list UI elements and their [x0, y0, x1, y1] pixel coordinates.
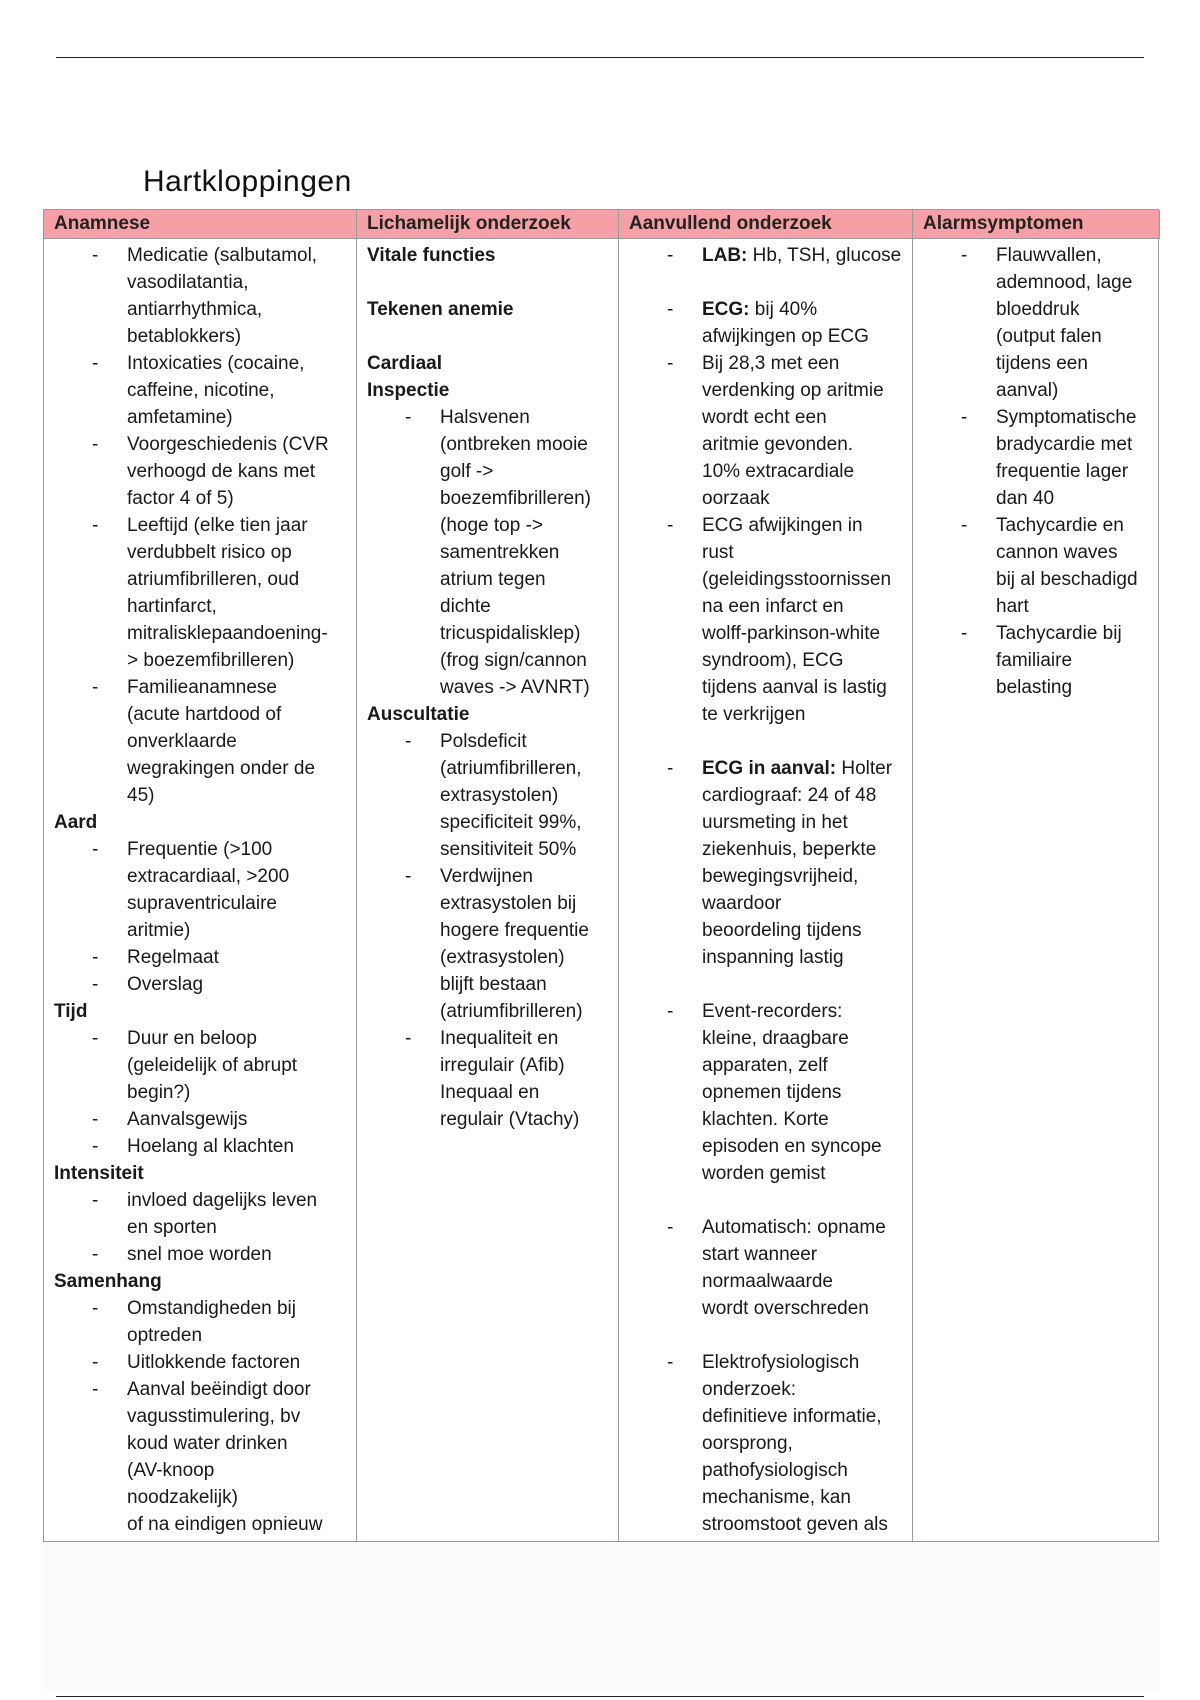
list-item-text: Familieanamnese — [127, 677, 277, 698]
list-item — [629, 350, 904, 512]
list-item-text: blijft bestaan — [440, 974, 547, 995]
dash-bullet: - — [92, 1379, 99, 1400]
list-item — [54, 944, 348, 971]
list-item-text: ademnood, lage — [996, 272, 1133, 293]
section-heading: Tijd — [54, 1001, 88, 1022]
list-item-text: (hoge top -> — [440, 515, 543, 536]
dash-bullet: - — [667, 353, 674, 374]
dash-bullet: - — [405, 1028, 412, 1049]
list-item-text: te verkrijgen — [702, 704, 806, 725]
holter-label: ECG in aanval: — [702, 758, 837, 779]
list-item — [54, 350, 348, 431]
dash-bullet: - — [667, 299, 674, 320]
list-item-text: noodzakelijk) — [127, 1487, 238, 1508]
list-item-text: Elektrofysiologisch — [702, 1352, 860, 1373]
dash-bullet: - — [92, 434, 99, 455]
section-heading: Aard — [54, 812, 98, 833]
list-group — [629, 512, 904, 728]
list-item-holter — [629, 755, 904, 971]
ecg-text: afwijkingen op ECG — [702, 326, 869, 347]
dash-bullet: - — [92, 515, 99, 536]
section-heading: Intensiteit — [54, 1163, 144, 1184]
holter-text: inspanning lastig — [702, 947, 844, 968]
list-item-text: specificiteit 99%, — [440, 812, 582, 833]
list-group — [629, 350, 904, 512]
list-item-text: Flauwvallen, — [996, 245, 1102, 266]
list-item-text: bloeddruk — [996, 299, 1080, 320]
aanvullend-onderzoek-cell — [619, 239, 913, 1541]
list-item-text: mitralisklepaandoening- — [127, 623, 328, 644]
dash-bullet: - — [92, 353, 99, 374]
list-item-text: mechanisme, kan — [702, 1487, 851, 1508]
list-item-text: onverklaarde — [127, 731, 237, 752]
list-item-text: amfetamine) — [127, 407, 233, 428]
list-item-text: (geleidelijk of abrupt — [127, 1055, 298, 1076]
list-item-text: (AV-knoop — [127, 1460, 215, 1481]
list-item-text: bij al beschadigd — [996, 569, 1138, 590]
spacer — [629, 728, 904, 755]
list-item — [54, 1376, 348, 1538]
list-item-text: worden gemist — [702, 1163, 826, 1184]
list-item — [54, 1106, 348, 1133]
dash-bullet: - — [92, 1109, 99, 1130]
dash-bullet: - — [92, 1028, 99, 1049]
spacer — [367, 269, 610, 296]
list-item-text: irregulair (Afib) — [440, 1055, 565, 1076]
list-item-text: stroomstoot geven als — [702, 1514, 888, 1535]
list-item-text: hartinfarct, — [127, 596, 217, 617]
list-item-text: tricuspidalisklep) — [440, 623, 581, 644]
list-group — [54, 1295, 348, 1538]
section-heading: Tekenen anemie — [367, 299, 514, 320]
list-item-text: Inequaal en — [440, 1082, 540, 1103]
list-item-text: verdenking op aritmie — [702, 380, 884, 401]
dash-bullet: - — [961, 407, 968, 428]
dash-bullet: - — [92, 245, 99, 266]
list-item-text: aritmie) — [127, 920, 191, 941]
list-item-text: Aanvalsgewijs — [127, 1109, 248, 1130]
dash-bullet: - — [667, 245, 674, 266]
dash-bullet: - — [667, 1352, 674, 1373]
list-item-text: (atriumfibrilleren) — [440, 1001, 583, 1022]
list-item-text: dichte — [440, 596, 491, 617]
header-rule — [56, 57, 1144, 58]
list-item-text: antiarrhythmica, — [127, 299, 263, 320]
list-group — [629, 1349, 904, 1538]
list-item-text: golf -> — [440, 461, 494, 482]
list-item-ecg — [629, 296, 904, 350]
list-item-text: tijdens een — [996, 353, 1088, 374]
section-heading: Samenhang — [54, 1271, 162, 1292]
ecg-label: ECG: — [702, 299, 750, 320]
list-item-text: vagusstimulering, bv — [127, 1406, 301, 1427]
list-item — [629, 1349, 904, 1538]
dash-bullet: - — [667, 515, 674, 536]
list-item — [923, 404, 1152, 512]
list-item — [367, 404, 610, 701]
list-item-text: > boezemfibrilleren) — [127, 650, 295, 671]
list-item-text: extrasystolen bij — [440, 893, 577, 914]
list-item-text: 45) — [127, 785, 155, 806]
document-table — [43, 209, 1159, 1542]
list-item — [923, 512, 1152, 620]
list-item-text: episoden en syncope — [702, 1136, 882, 1157]
list-item-text: (acute hartdood of — [127, 704, 282, 725]
list-group — [54, 1187, 348, 1268]
list-item-text: extrasystolen) — [440, 785, 559, 806]
list-item — [54, 512, 348, 674]
list-item — [367, 728, 610, 863]
list-group — [54, 836, 348, 998]
list-item-text: Halsvenen — [440, 407, 530, 428]
list-item-text: cannon waves — [996, 542, 1118, 563]
list-group — [629, 1214, 904, 1322]
list-item-text: verdubbelt risico op — [127, 542, 292, 563]
list-item-text: (extrasystolen) — [440, 947, 565, 968]
list-item-text: dan 40 — [996, 488, 1055, 509]
list-item — [54, 1025, 348, 1106]
list-item — [923, 242, 1152, 404]
list-item — [629, 512, 904, 728]
list-item-text: Leeftijd (elke tien jaar — [127, 515, 308, 536]
list-item-text: frequentie lager — [996, 461, 1129, 482]
page-bottom-area — [43, 1542, 1159, 1692]
ecg-text: bij 40% — [749, 299, 818, 320]
list-item-text: wordt echt een — [702, 407, 827, 428]
list-item-text: oorsprong, — [702, 1433, 793, 1454]
list-item-text: begin?) — [127, 1082, 191, 1103]
list-item-text: en sporten — [127, 1217, 217, 1238]
holter-text: cardiograaf: 24 of 48 — [702, 785, 877, 806]
holter-text: waardoor — [702, 893, 782, 914]
list-item — [54, 242, 348, 350]
list-item-text: Automatisch: opname — [702, 1217, 886, 1238]
list-item-text: Tachycardie en — [996, 515, 1124, 536]
list-item-text: klachten. Korte — [702, 1109, 829, 1130]
list-item-text: Medicatie (salbutamol, — [127, 245, 318, 266]
list-item-text: Intoxicaties (cocaine, — [127, 353, 305, 374]
dash-bullet: - — [405, 731, 412, 752]
column-header-lichamelijk-onderzoek: Lichamelijk onderzoek — [357, 210, 619, 239]
page-title: Hartkloppingen — [143, 165, 352, 198]
list-item-text: wegrakingen onder de — [127, 758, 316, 779]
list-item-text: start wanneer — [702, 1244, 818, 1265]
holter-text: ziekenhuis, beperkte — [702, 839, 877, 860]
list-item-text: syndroom), ECG — [702, 650, 844, 671]
list-item-text: definitieve informatie, — [702, 1406, 882, 1427]
list-item-text: factor 4 of 5) — [127, 488, 234, 509]
list-item-text: pathofysiologisch — [702, 1460, 848, 1481]
list-item — [54, 971, 348, 998]
dash-bullet: - — [92, 974, 99, 995]
section-heading: Inspectie — [367, 380, 450, 401]
list-item-text: Hoelang al klachten — [127, 1136, 294, 1157]
list-item-text: invloed dagelijks leven — [127, 1190, 318, 1211]
list-item-text: ECG afwijkingen in — [702, 515, 863, 536]
holter-text: beoordeling tijdens — [702, 920, 862, 941]
column-header-aanvullend-onderzoek: Aanvullend onderzoek — [619, 210, 913, 239]
list-item-text: (ontbreken mooie — [440, 434, 588, 455]
list-item-text: (atriumfibrilleren, — [440, 758, 582, 779]
list-item — [54, 836, 348, 944]
list-item-text: opnemen tijdens — [702, 1082, 842, 1103]
list-item-text: samentrekken — [440, 542, 560, 563]
list-item-text: optreden — [127, 1325, 203, 1346]
list-item — [367, 863, 610, 1025]
dash-bullet: - — [92, 1190, 99, 1211]
list-group — [54, 242, 348, 809]
list-item-text: onderzoek: — [702, 1379, 797, 1400]
list-item-text: Uitlokkende factoren — [127, 1352, 301, 1373]
list-item — [54, 1133, 348, 1160]
list-item-text: Polsdeficit — [440, 731, 527, 752]
list-group — [923, 242, 1152, 701]
column-header-alarmsymptomen: Alarmsymptomen — [913, 210, 1160, 239]
dash-bullet: - — [405, 407, 412, 428]
list-item-text: Verdwijnen — [440, 866, 533, 887]
dash-bullet: - — [92, 947, 99, 968]
anamnese-cell — [44, 239, 357, 1541]
list-item-text: normaalwaarde — [702, 1271, 833, 1292]
spacer — [367, 323, 610, 350]
list-item-text: vasodilatantia, — [127, 272, 249, 293]
dash-bullet: - — [961, 515, 968, 536]
spacer — [629, 269, 904, 296]
holter-text: bewegingsvrijheid, — [702, 866, 859, 887]
dash-bullet: - — [667, 1217, 674, 1238]
list-item — [54, 431, 348, 512]
section-heading: Vitale functies — [367, 245, 496, 266]
dash-bullet: - — [667, 1001, 674, 1022]
list-item-lab — [629, 242, 904, 269]
list-item-text: hogere frequentie — [440, 920, 589, 941]
dash-bullet: - — [961, 623, 968, 644]
lab-label: LAB: — [702, 245, 748, 266]
column-header-anamnese: Anamnese — [44, 210, 357, 239]
list-item-text: verhoogd de kans met — [127, 461, 316, 482]
list-item-text: Duur en beloop — [127, 1028, 257, 1049]
list-item-text: wordt overschreden — [702, 1298, 869, 1319]
list-item-text: (geleidingsstoornissen — [702, 569, 892, 590]
list-item — [54, 674, 348, 809]
list-item-text: aritmie gevonden. — [702, 434, 854, 455]
list-item-text: rust — [702, 542, 734, 563]
list-item-text: oorzaak — [702, 488, 770, 509]
list-item-text: supraventriculaire — [127, 893, 277, 914]
list-item-text: extracardiaal, >200 — [127, 866, 290, 887]
footer-rule — [56, 1696, 1144, 1697]
list-group — [367, 728, 610, 1133]
lab-text: Hb, TSH, glucose — [747, 245, 902, 266]
list-item-text: Overslag — [127, 974, 204, 995]
list-item — [367, 1025, 610, 1133]
dash-bullet: - — [961, 245, 968, 266]
list-item-text: snel moe worden — [127, 1244, 272, 1265]
list-item-text: sensitiviteit 50% — [440, 839, 577, 860]
list-item — [54, 1349, 348, 1376]
dash-bullet: - — [92, 1352, 99, 1373]
list-item-text: Tachycardie bij — [996, 623, 1122, 644]
list-item-text: Symptomatische — [996, 407, 1137, 428]
holter-text: Holter — [836, 758, 893, 779]
list-item-text: of na eindigen opnieuw — [127, 1514, 323, 1535]
list-group — [54, 1025, 348, 1160]
dash-bullet: - — [405, 866, 412, 887]
dash-bullet: - — [92, 677, 99, 698]
list-item — [629, 1214, 904, 1322]
list-item-text: 10% extracardiale — [702, 461, 855, 482]
list-item-text: Bij 28,3 met een — [702, 353, 840, 374]
list-item-text: Frequentie (>100 — [127, 839, 273, 860]
dash-bullet: - — [92, 839, 99, 860]
list-item-text: atrium tegen — [440, 569, 546, 590]
list-item-text: wolff-parkinson-white — [702, 623, 881, 644]
dash-bullet: - — [92, 1244, 99, 1265]
list-item-text: Regelmaat — [127, 947, 219, 968]
list-item-text: Inequaliteit en — [440, 1028, 559, 1049]
list-item — [54, 1295, 348, 1349]
list-item-text: aanval) — [996, 380, 1059, 401]
list-item-text: caffeine, nicotine, — [127, 380, 275, 401]
list-item-text: kleine, draagbare — [702, 1028, 849, 1049]
list-item — [54, 1241, 348, 1268]
list-item-text: Omstandigheden bij — [127, 1298, 296, 1319]
list-group — [367, 404, 610, 701]
list-item-text: na een infarct en — [702, 596, 844, 617]
list-item-text: tijdens aanval is lastig — [702, 677, 887, 698]
dash-bullet: - — [667, 758, 674, 779]
list-item-text: Aanval beëindigt door — [127, 1379, 311, 1400]
list-item — [629, 998, 904, 1187]
list-item — [923, 620, 1152, 701]
list-item-text: Event-recorders: — [702, 1001, 843, 1022]
list-item-text: (frog sign/cannon — [440, 650, 587, 671]
list-item-text: hart — [996, 596, 1029, 617]
spacer — [629, 971, 904, 998]
section-heading: Auscultatie — [367, 704, 470, 725]
list-item-text: koud water drinken — [127, 1433, 288, 1454]
dash-bullet: - — [92, 1136, 99, 1157]
list-item-text: Voorgeschiedenis (CVR — [127, 434, 329, 455]
list-group — [629, 998, 904, 1187]
spacer — [629, 1187, 904, 1214]
list-item-text: regulair (Vtachy) — [440, 1109, 580, 1130]
list-item-text: waves -> AVNRT) — [440, 677, 590, 698]
list-item — [54, 1187, 348, 1241]
alarmsymptomen-cell — [913, 239, 1160, 1541]
list-item-text: belasting — [996, 677, 1073, 698]
section-heading: Cardiaal — [367, 353, 442, 374]
list-item-text: (output falen — [996, 326, 1102, 347]
list-item-text: boezemfibrilleren) — [440, 488, 592, 509]
dash-bullet: - — [92, 1298, 99, 1319]
list-item-text: familiaire — [996, 650, 1073, 671]
lichamelijk-onderzoek-cell — [357, 239, 619, 1541]
spacer — [629, 1322, 904, 1349]
holter-text: uursmeting in het — [702, 812, 848, 833]
list-item-text: atriumfibrilleren, oud — [127, 569, 300, 590]
list-item-text: bradycardie met — [996, 434, 1133, 455]
list-item-text: apparaten, zelf — [702, 1055, 828, 1076]
list-item-text: betablokkers) — [127, 326, 242, 347]
